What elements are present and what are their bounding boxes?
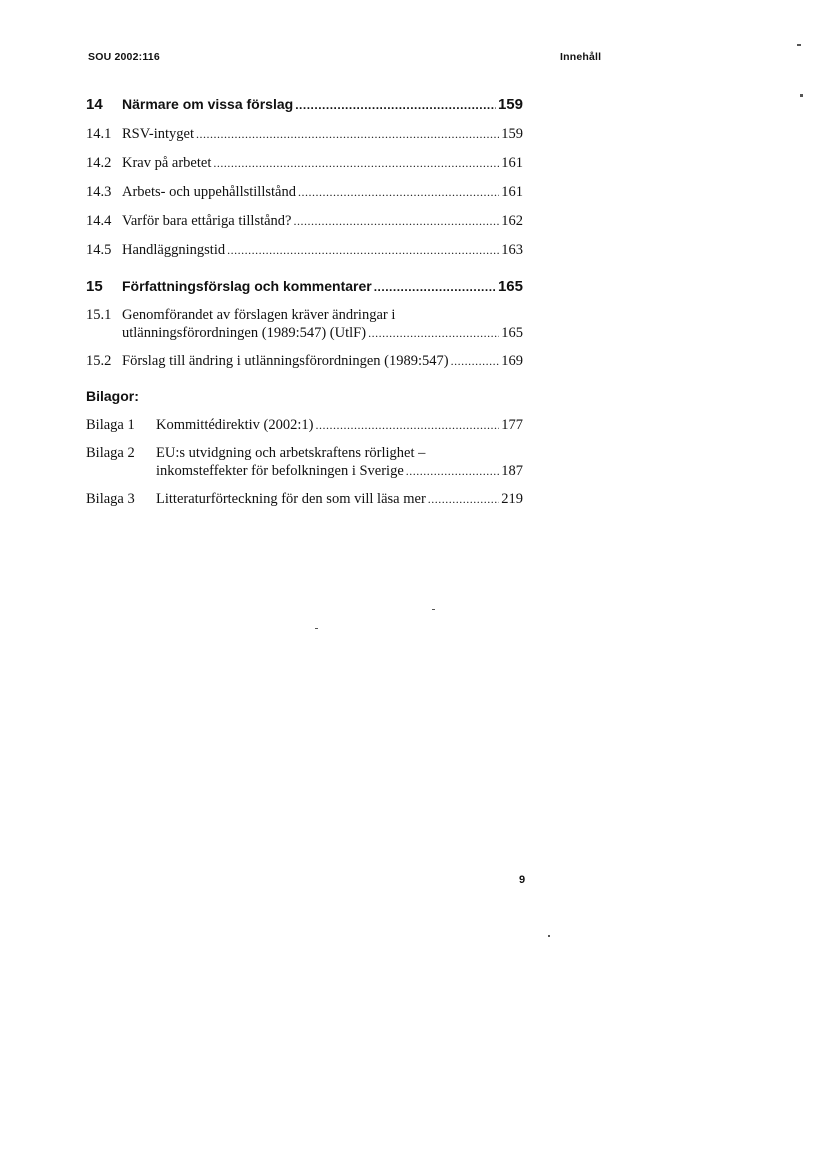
toc-title: Närmare om vissa förslag bbox=[122, 96, 294, 112]
toc-title: Varför bara ettåriga tillstånd? bbox=[122, 213, 292, 229]
toc-number: 14.4 bbox=[86, 213, 112, 229]
toc-title: Författningsförslag och kommentarer bbox=[122, 278, 372, 294]
toc-number: 14.5 bbox=[86, 242, 112, 258]
toc-page: 162 bbox=[501, 213, 523, 229]
toc-title-line-2: utlänningsförordningen (1989:547) (UtlF) bbox=[122, 325, 367, 341]
toc-page: 177 bbox=[501, 417, 523, 433]
toc-section-15-2 bbox=[86, 352, 523, 370]
toc-title: Förslag till ändring i utlänningsförordningen (1989:547) bbox=[122, 353, 449, 369]
running-head-left: SOU 2002:116 bbox=[88, 51, 160, 63]
toc-section-14-4 bbox=[86, 212, 523, 230]
toc-title: RSV-intyget bbox=[122, 126, 194, 142]
toc-number: Bilaga 2 bbox=[86, 445, 135, 461]
dot-leader bbox=[227, 241, 499, 259]
toc-number: Bilaga 1 bbox=[86, 417, 135, 433]
toc-chapter-14 bbox=[86, 94, 523, 115]
toc-page: 159 bbox=[497, 96, 523, 113]
toc-section-14-1 bbox=[86, 125, 523, 143]
toc-title-line-2: inkomsteffekter för befolkningen i Sverige bbox=[156, 463, 404, 479]
dot-leader bbox=[451, 352, 500, 370]
dot-leader bbox=[295, 95, 496, 115]
scan-speck bbox=[548, 935, 550, 937]
dot-leader bbox=[428, 490, 499, 508]
toc-page: 165 bbox=[501, 325, 523, 341]
scan-speck bbox=[797, 44, 801, 46]
toc-page: 165 bbox=[497, 278, 523, 295]
dot-leader bbox=[374, 277, 496, 297]
dot-leader bbox=[213, 154, 499, 172]
toc-number: 15.1 bbox=[86, 307, 112, 323]
dot-leader bbox=[368, 324, 499, 342]
toc-bilaga-1 bbox=[86, 416, 523, 434]
table-of-contents bbox=[86, 94, 523, 508]
toc-chapter-15 bbox=[86, 276, 523, 297]
toc-title: Arbets- och uppehållstillstånd bbox=[122, 184, 296, 200]
dot-leader bbox=[315, 416, 499, 434]
toc-number: 14 bbox=[86, 96, 103, 113]
toc-section-14-2 bbox=[86, 154, 523, 172]
toc-page: 161 bbox=[501, 155, 523, 171]
toc-title-line-1: EU:s utvidgning och arbetskraftens rörlighet – bbox=[156, 445, 426, 461]
toc-page: 159 bbox=[501, 126, 523, 142]
scan-speck bbox=[432, 609, 435, 610]
bilagor-heading: Bilagor: bbox=[86, 388, 139, 404]
toc-page: 169 bbox=[501, 353, 523, 369]
scan-speck bbox=[800, 94, 803, 97]
toc-section-14-3 bbox=[86, 183, 523, 201]
toc-page: 219 bbox=[501, 491, 523, 507]
toc-title-line-1: Genomförandet av förslagen kräver ändringar i bbox=[122, 307, 396, 323]
toc-number: 14.3 bbox=[86, 184, 112, 200]
scan-speck bbox=[315, 628, 318, 629]
dot-leader bbox=[298, 183, 499, 201]
running-head-right: Innehåll bbox=[560, 51, 602, 63]
toc-title: Krav på arbetet bbox=[122, 155, 212, 171]
toc-number: 15 bbox=[86, 278, 103, 295]
toc-page: 187 bbox=[501, 463, 523, 479]
toc-section-14-5 bbox=[86, 241, 523, 259]
toc-number: 14.1 bbox=[86, 126, 112, 142]
toc-title: Handläggningstid bbox=[122, 242, 226, 258]
toc-bilaga-3 bbox=[86, 490, 523, 508]
toc-number: 14.2 bbox=[86, 155, 112, 171]
toc-page: 161 bbox=[501, 184, 523, 200]
toc-page: 163 bbox=[501, 242, 523, 258]
dot-leader bbox=[196, 125, 499, 143]
toc-bilaga-2 bbox=[86, 444, 523, 480]
page-number: 9 bbox=[519, 874, 526, 886]
toc-title: Kommittédirektiv (2002:1) bbox=[156, 417, 314, 433]
toc-number: 15.2 bbox=[86, 353, 112, 369]
toc-number: Bilaga 3 bbox=[86, 491, 135, 507]
dot-leader bbox=[294, 212, 500, 230]
toc-section-15-1 bbox=[86, 306, 523, 342]
toc-title: Litteraturförteckning för den som vill läsa mer bbox=[156, 491, 426, 507]
dot-leader bbox=[406, 462, 499, 480]
